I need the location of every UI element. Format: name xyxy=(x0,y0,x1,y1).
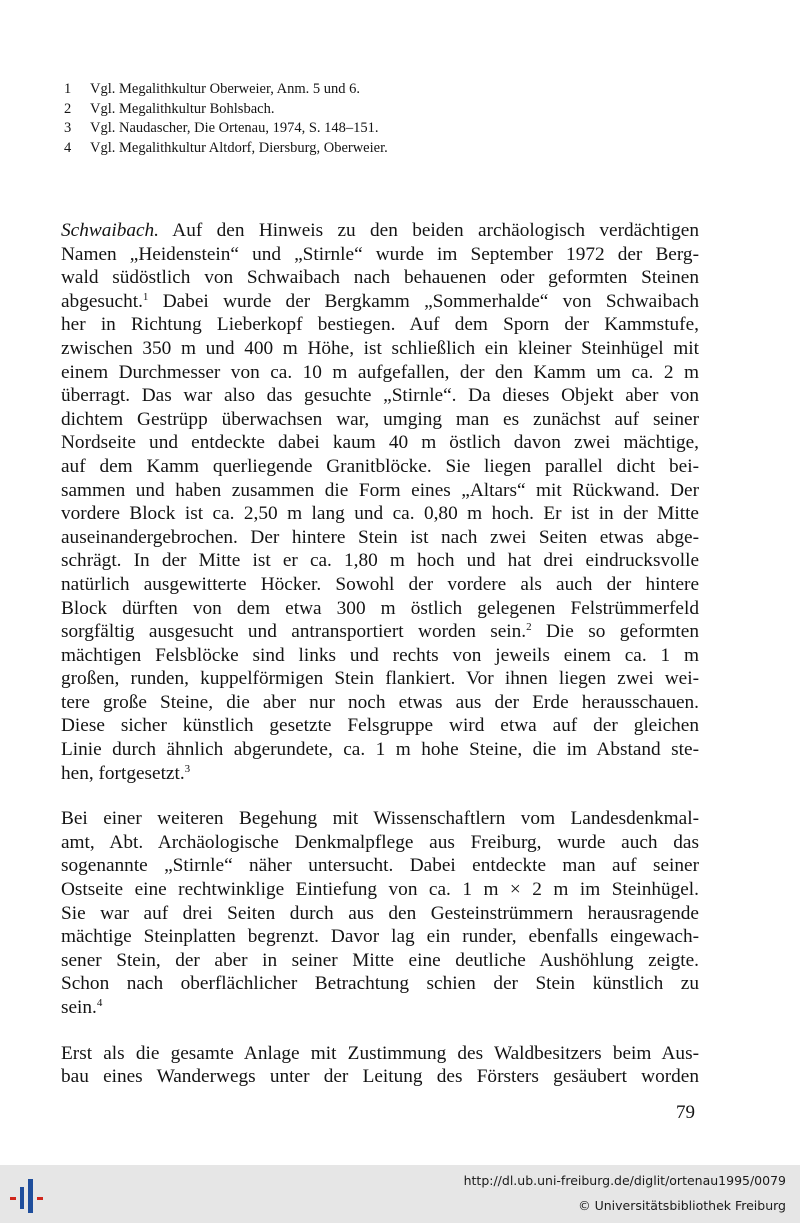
text-line: Schwaibach. Auf den Hinweis zu den beiden archäologisch verdächtigen xyxy=(61,220,699,241)
text-line: hen, fortgesetzt.$^3$ xyxy=(61,762,191,784)
source-url-link[interactable]: http://dl.ub.uni-freiburg.de/diglit/ortenau1995/0079 xyxy=(463,1173,786,1188)
text-line: amt, Abt. Archäologische Denkmalpflege aus Freiburg, wurde auch das xyxy=(61,831,699,853)
footnote xyxy=(64,100,704,120)
text-line: mächtige Steinplatten begrenzt. Davor lag ein runder, ebenfalls eingewach- xyxy=(61,926,699,948)
text-line: Bei einer weiteren Begehung mit Wissenschaftlern vom Landesdenkmal- xyxy=(61,808,699,830)
text-line: Block dürften von dem etwa 300 m östlich gelegenen Felstrümmerfeld xyxy=(61,597,699,619)
page-number: 79 xyxy=(676,1102,695,1123)
body-text xyxy=(61,219,699,1111)
text-line: großen, runden, kuppelförmigen Stein flankiert. Vor ihnen liegen zwei wei- xyxy=(61,668,699,690)
section-heading: Schwaibach. xyxy=(61,220,159,241)
text-line: sein.$^4$ xyxy=(61,997,103,1018)
footnote xyxy=(64,80,704,100)
footnote-text: Vgl. Megalithkultur Oberweier, Anm. 5 und 6. xyxy=(90,81,361,97)
footnote-text: Vgl. Megalithkultur Altdorf, Diersburg, Oberweier. xyxy=(90,139,388,156)
footnote-ref: 3 xyxy=(184,762,191,775)
text-line: mächtigen Felsblöcke sind links und rechts von jeweils einem ca. 1 m xyxy=(61,644,699,666)
footnote-number: 4 xyxy=(64,139,72,156)
text-line: wald südöstlich von Schwaibach nach behauenen oder geformten Steinen xyxy=(61,267,699,289)
text-line: sogenannte „Stirnle“ näher untersucht. Dabei entdeckte man auf seiner xyxy=(61,855,699,877)
text-line: natürlich ausgewitterte Höcker. Sowohl der vordere als auch der hintere xyxy=(61,573,699,595)
repository-footer xyxy=(0,1165,800,1223)
text-line: Ostseite eine rechtwinklige Eintiefung von ca. 1 m × 2 m im Steinhügel. xyxy=(61,879,699,901)
footnote-number: 3 xyxy=(64,120,72,136)
text-line: schrägt. In der Mitte ist er ca. 1,80 m hoch und hat drei eindrucksvolle xyxy=(61,550,699,572)
text-line: tere große Steine, die aber nur noch etwas aus der Erde herausschauen. xyxy=(61,691,699,713)
text-line: dichtem Gestrüpp überwachsen war, umging man es zunächst auf seiner xyxy=(61,408,699,430)
ub-freiburg-logo-icon xyxy=(10,1175,54,1217)
footnotes-block xyxy=(64,80,704,158)
text-line: Schon nach oberflächlicher Betrachtung schien der Stein künstlich zu xyxy=(61,973,699,995)
text-line: Nordseite und entdeckte dabei kaum 40 m östlich davon zwei mächtige, xyxy=(61,432,699,454)
footnote-ref: 1 xyxy=(142,290,149,303)
text-line: vordere Block ist ca. 2,50 m lang und ca. 0,80 m hoch. Er ist in der Mitte xyxy=(61,503,699,525)
text-line: Sie war auf drei Seiten durch aus den Gesteinstrümmern herausragende xyxy=(61,902,699,924)
footnote xyxy=(64,119,704,139)
text-line: überragt. Das war also das gesuchte „Stirnle“. Da dieses Objekt aber von xyxy=(61,385,699,407)
text-line: Diese sicher künstlich gesetzte Felsgruppe wird etwa auf der gleichen xyxy=(61,715,699,737)
footnote-text: Vgl. Megalithkultur Bohlsbach. xyxy=(90,100,275,117)
text-line: sener Stein, der aber in seiner Mitte eine deutliche Aushöhlung zeigte. xyxy=(61,949,699,971)
text-line: sammen und haben zusammen die Form eines „Altars“ mit Rückwand. Der xyxy=(61,479,699,501)
text-line: auf dem Kamm querliegende Granitblöcke. Sie liegen parallel dicht bei- xyxy=(61,455,699,477)
text-line: zwischen 350 m und 400 m Höhe, ist schließlich ein kleiner Steinhügel mit xyxy=(61,337,699,359)
text-line: Erst als die gesamte Anlage mit Zustimmung des Waldbesitzers beim Aus- xyxy=(61,1042,699,1064)
footnote-ref: 4 xyxy=(96,997,103,1009)
footnote-text: Vgl. Naudascher, Die Ortenau, 1974, S. 148–151. xyxy=(90,120,379,136)
paragraph-begehung xyxy=(61,807,699,1019)
footnote-ref: 2 xyxy=(526,621,532,634)
text-line: her in Richtung Lieberkopf bestiegen. Auf dem Sporn der Kammstufe, xyxy=(61,314,699,336)
text-line: abgesucht.$^1$ Dabei wurde der Bergkamm „Sommerhalde“ von Schwaibach xyxy=(61,290,699,312)
text-line: einem Durchmesser von ca. 10 m aufgefallen, der den Kamm um ca. 2 m xyxy=(61,361,699,383)
text-line: bau eines Wanderwegs unter der Leitung des Försters gesäubert worden xyxy=(61,1066,699,1088)
text-line: auseinandergebrochen. Der hintere Stein ist nach zwei Seiten etwas abge- xyxy=(61,526,699,548)
text-line: Linie durch ähnlich abgerundete, ca. 1 m hohe Steine, die im Abstand ste- xyxy=(61,739,699,761)
footnote-number: 1 xyxy=(64,81,72,97)
footnote-number: 2 xyxy=(64,100,72,117)
text-line: sorgfältig ausgesucht und antransportiert worden sein.$^2$ Die so geformten xyxy=(61,621,699,643)
paragraph-schwaibach xyxy=(61,219,699,785)
footnote xyxy=(64,139,704,159)
text-line: Namen „Heidenstein“ und „Stirnle“ wurde im September 1972 der Berg- xyxy=(61,243,699,265)
paragraph-anlage xyxy=(61,1042,699,1089)
copyright-notice: © Universitätsbibliothek Freiburg xyxy=(578,1198,786,1213)
